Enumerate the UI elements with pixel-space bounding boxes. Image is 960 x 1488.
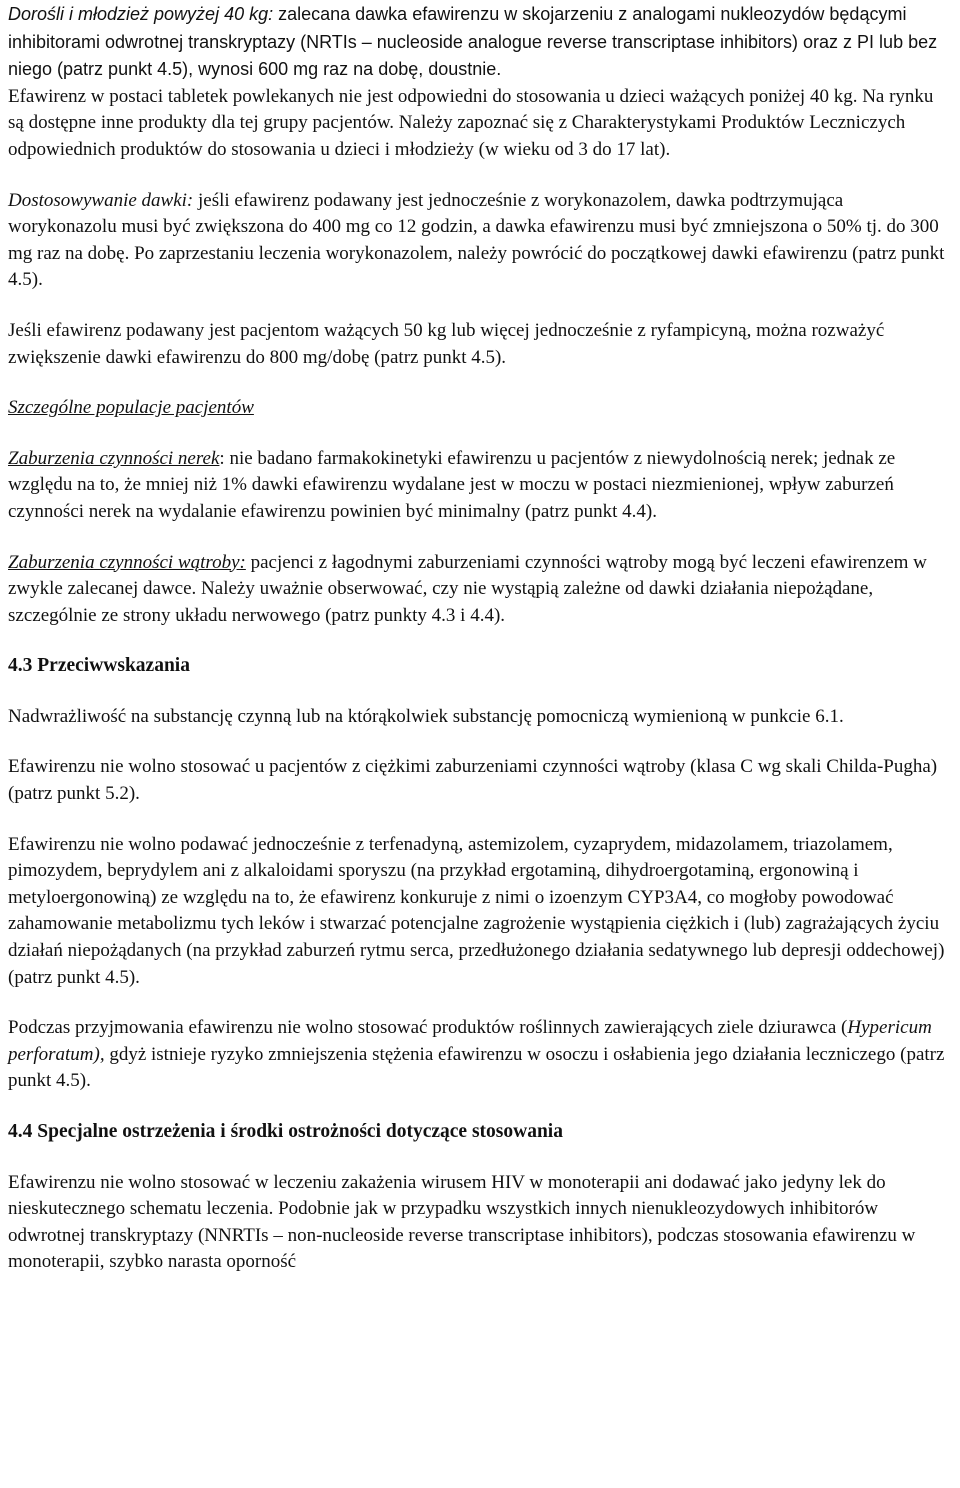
st-johns-wort-text-b: gdyż istnieje ryzyko zmniejszenia stężenia efawirenzu w osoczu i osłabienia jego działania leczniczego (patrz punkt 4.5). (8, 1043, 945, 1092)
renal-impairment-label: Zaburzenia czynności nerek (8, 447, 220, 469)
hepatic-impairment-text: pacjenci z łagodnymi zaburzeniami czynności wątroby mogą być leczeni efawirenzem w zwykle zalecanej dawce. Należy uważnie obserwować, czy nie wystąpią zależne od dawki działania niepożądane, szczególnie ze strony układu nerwowego (patrz punkty 4.3 i 4.4). (8, 551, 927, 626)
section-4-4-heading: 4.4 Specjalne ostrzeżenia i środki ostrożności dotyczące stosowania (8, 1121, 563, 1142)
hepatic-impairment-paragraph (8, 550, 952, 630)
adult-dosing-label: Dorośli i młodzież powyżej 40 kg: (8, 4, 274, 24)
adult-dosing-paragraph (8, 1, 952, 84)
hepatic-impairment-label: Zaburzenia czynności wątroby: (8, 551, 246, 573)
dose-adjustment-text: jeśli efawirenz podawany jest jednocześnie z worykonazolem, dawka podtrzymująca worykonazolu musi być zwiększona do 400 mg co 12 godzin, a dawka efawirenzu musi być zmniejszona o 50% tj. do 300 mg raz na dobę. Po zaprzestaniu leczenia worykonazolem, należy powrócić do początkowej dawki efawirenzu (patrz punkt 4.5). (8, 189, 945, 291)
dose-adjustment-label: Dostosowywanie dawki: (8, 189, 194, 211)
severe-hepatic-paragraph: Efawirenzu nie wolno stosować u pacjentów z ciężkimi zaburzeniami czynności wątroby (klasa C wg skali Childa-Pugha) (patrz punkt 5.2). (8, 756, 938, 805)
st-johns-wort-paragraph (8, 1015, 952, 1095)
rifampicin-paragraph: Jeśli efawirenz podawany jest pacjentom ważących 50 kg lub więcej jednocześnie z ryfampicyną, można rozważyć zwiększenie dawki efawirenzu do 800 mg/dobę (patrz punkt 4.5). (8, 319, 885, 368)
st-johns-wort-text-a: Podczas przyjmowania efawirenzu nie wolno stosować produktów roślinnych zawierających ziele dziurawca ( (8, 1017, 848, 1039)
dose-adjustment-paragraph (8, 188, 952, 294)
tablet-suitability-paragraph: Efawirenz w postaci tabletek powlekanych nie jest odpowiedni do stosowania u dzieci ważących poniżej 40 kg. Na rynku są dostępne inne produkty dla tej grupy pacjentów. Należy zapoznać się z Charakterystykami Produktów Leczniczych odpowiednich produktów do stosowania u dzieci i młodzieży (w wieku od 3 do 17 lat). (8, 85, 934, 160)
section-4-3-heading: 4.3 Przeciwwskazania (8, 655, 190, 677)
st-johns-wort-latin: Hypericum perforatum), (8, 1017, 932, 1065)
adult-dosing-text: zalecana dawka efawirenzu w skojarzeniu z analogami nukleozydów będącymi inhibitorami odwrotnej transkryptazy (NRTIs – nucleoside analogue reverse transcriptase inhibitors) oraz z PI lub bez niego (patrz punkt 4.5), wynosi 600 mg raz na dobę, doustnie. (8, 4, 938, 80)
monotherapy-paragraph: Efawirenzu nie wolno stosować w leczeniu zakażenia wirusem HIV w monoterapii ani dodawać jako jedyny lek do nieskutecznego schematu leczenia. Podobnie jak w przypadku wszystkich innych nienukleozydowych inhibitorów odwrotnej transkryptazy (NNRTIs – non-nucleoside reverse transcriptase inhibitors), podczas stosowania efawirenzu w monoterapii, szybko narasta oporność (8, 1171, 916, 1273)
hypersensitivity-paragraph: Nadwrażliwość na substancję czynną lub na którąkolwiek substancję pomocniczą wymienioną w punkcie 6.1. (8, 705, 844, 727)
special-populations-heading (8, 395, 952, 422)
renal-impairment-text: : nie badano farmakokinetyki efawirenzu u pacjentów z niewydolnością nerek; jednak ze względu na to, że mniej niż 1% dawki efawirenzu wydalane jest w moczu w postaci niezmienionej, wpływ zaburzeń czynności nerek na wydalanie efawirenzu powinien być minimalny (patrz punkt 4.4). (8, 447, 896, 522)
special-populations-label: Szczególne populacje pacjentów (8, 397, 254, 419)
drug-interactions-paragraph: Efawirenzu nie wolno podawać jednocześnie z terfenadyną, astemizolem, cyzaprydem, midazolamem, triazolamem, pimozydem, beprydylem ani z alkaloidami sporyszu (na przykład ergotaminą, dihydroergotaminą, ergonowiną i metyloergonowiną) ze względu na to, że efawirenz konkuruje z nimi o izoenzym CYP3A4, co mogłoby powodować zahamowanie metabolizmu tych leków i stwarzać potencjalne zagrożenie wystąpienia ciężkich i (lub) zagrażających życiu działań niepożądanych (na przykład zaburzeń rytmu serca, przedłużonego działania sedatywnego lub depresji oddechowej) (patrz punkt 4.5). (8, 833, 945, 988)
renal-impairment-paragraph (8, 446, 952, 526)
